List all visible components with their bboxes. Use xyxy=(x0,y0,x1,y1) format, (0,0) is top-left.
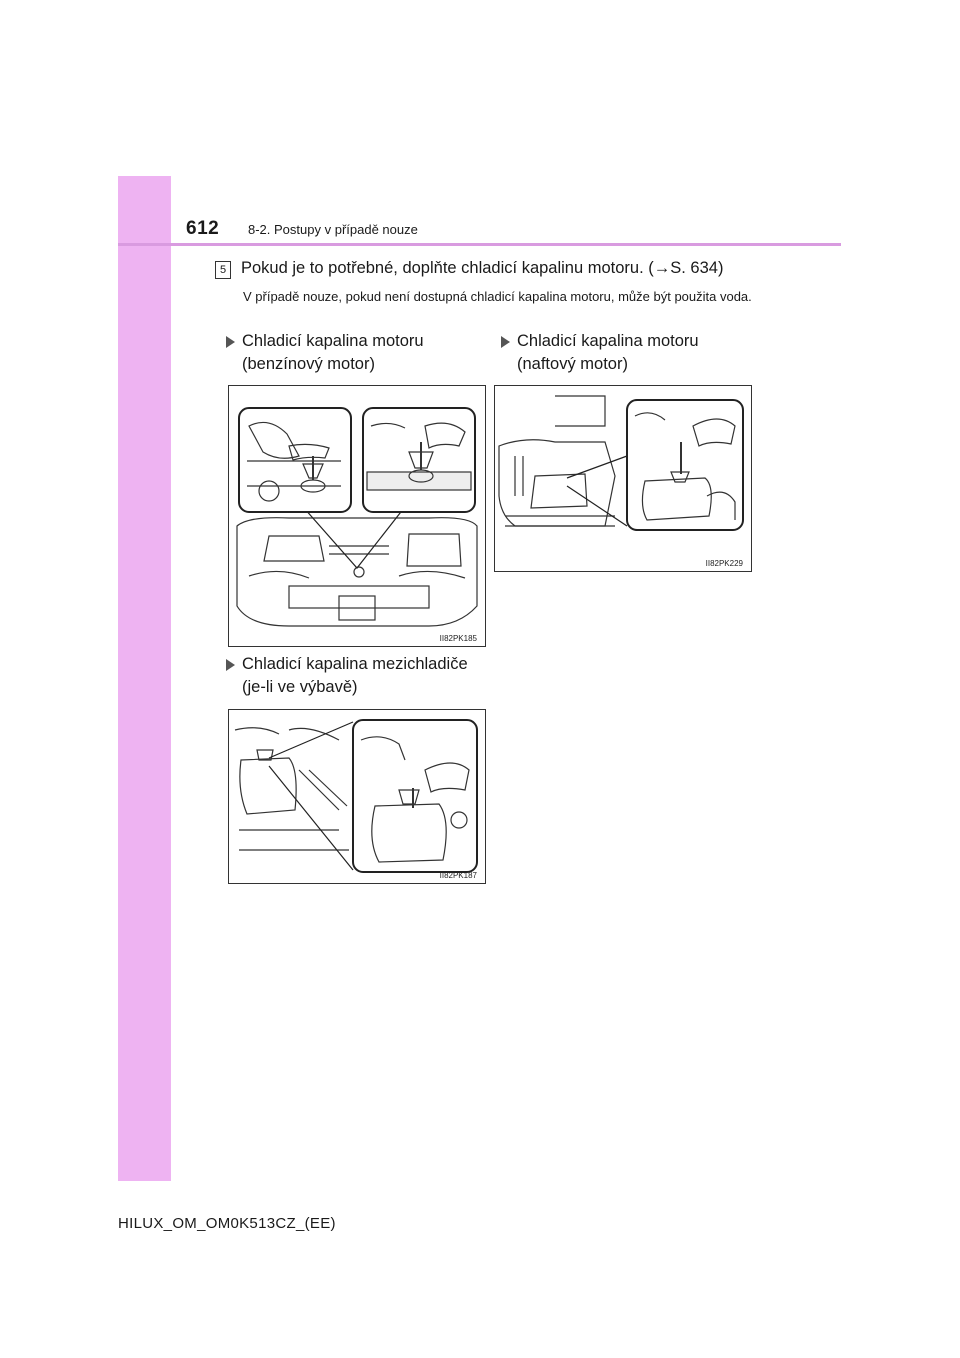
engine-illustration xyxy=(229,386,485,646)
step-instruction: Pokud je to potřebné, doplňte chladicí kapalinu motoru. (→S. 634) xyxy=(241,259,724,277)
figure-caption-petrol xyxy=(226,330,486,378)
engine-illustration xyxy=(229,710,485,883)
figure-caption-intercooler xyxy=(226,653,496,701)
step-number-badge: 5 xyxy=(215,261,231,279)
footer-doc-code: HILUX_OM_OM0K513CZ_(EE) xyxy=(118,1215,336,1232)
caption-line: Chladicí kapalina mezichladiče xyxy=(242,655,468,673)
figure-code: II82PK187 xyxy=(439,871,477,880)
arrow-bullet-icon xyxy=(226,659,235,671)
engine-illustration xyxy=(495,386,751,571)
caption-line: Chladicí kapalina motoru xyxy=(517,332,699,350)
page-number: 612 xyxy=(186,218,220,239)
caption-line: Chladicí kapalina motoru xyxy=(242,332,424,350)
figure-code: II82PK229 xyxy=(705,559,743,568)
sidebar-tab xyxy=(118,176,171,1181)
caption-line: (naftový motor) xyxy=(517,355,628,373)
arrow-bullet-icon xyxy=(501,336,510,348)
figure-code: II82PK185 xyxy=(439,634,477,643)
step-note: V případě nouze, pokud není dostupná chladicí kapalina motoru, může být použita voda. xyxy=(243,289,752,304)
figure-caption-diesel xyxy=(501,330,761,378)
arrow-bullet-icon xyxy=(226,336,235,348)
caption-line: (je-li ve výbavě) xyxy=(242,678,358,696)
figure-diesel-engine-coolant xyxy=(494,385,752,572)
section-title: 8-2. Postupy v případě nouze xyxy=(248,222,418,237)
figure-intercooler-coolant xyxy=(228,709,486,884)
figure-petrol-engine-coolant xyxy=(228,385,486,647)
caption-line: (benzínový motor) xyxy=(242,355,375,373)
header-rule xyxy=(118,243,841,246)
